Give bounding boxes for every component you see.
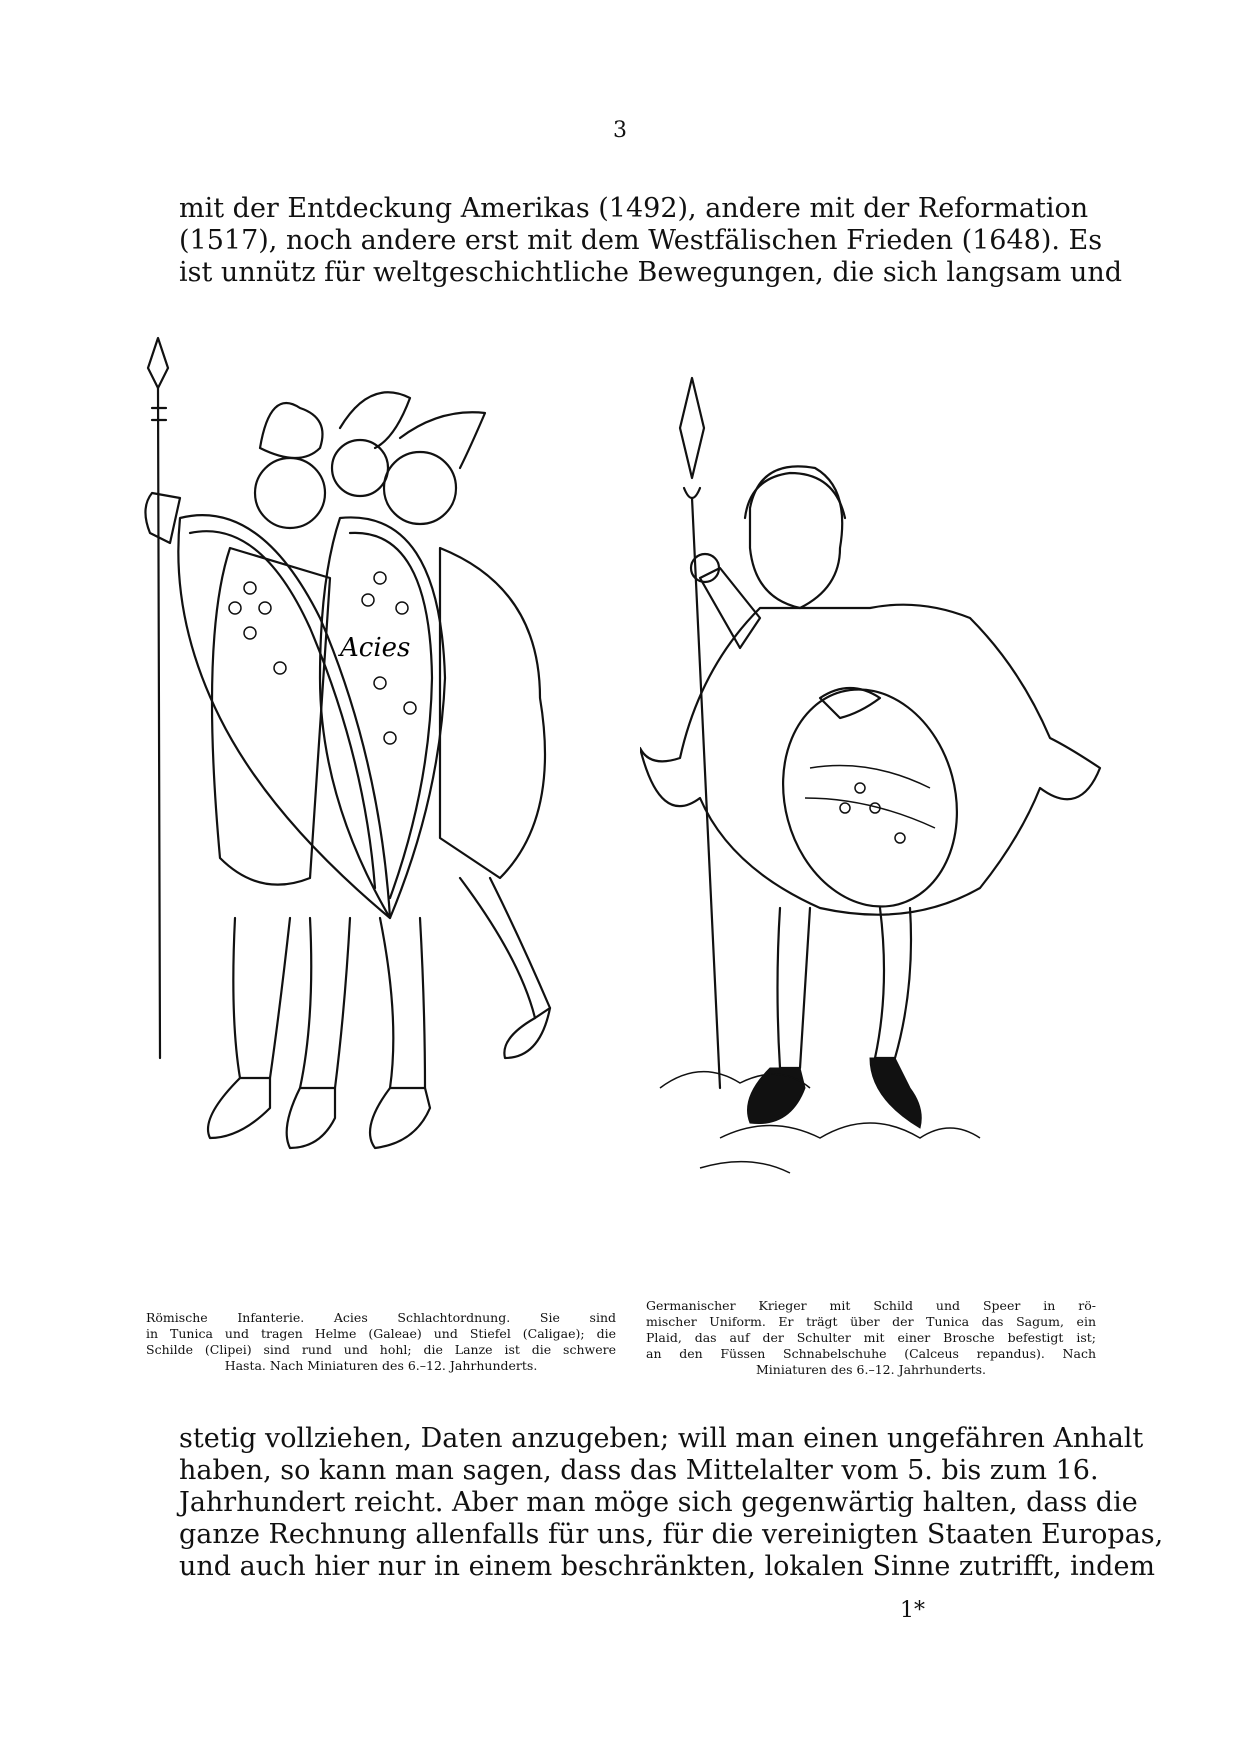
text-line: (1517), noch andere erst mit dem Westfälischen Frieden (1648). Es [179,225,1103,256]
caption-line: an den Füssen Schnabelschuhe (Calceus repandus). Nach [646,1346,1096,1361]
text-line: ganze Rechnung allenfalls für uns, für die vereinigten Staaten Europas, [179,1519,1164,1550]
left-figure-caption [146,1310,616,1374]
text-line: Jahrhundert reicht. Aber man möge sich gegenwärtig halten, dass die [179,1487,1138,1518]
text-line: und auch hier nur in einem beschränkten, lokalen Sinne zutrifft, indem [179,1551,1156,1582]
caption-line: Miniaturen des 6.–12. Jahrhunderts. [755,1362,986,1377]
text-line: mit der Entdeckung Amerikas (1492), andere mit der Reformation [179,193,1089,224]
germanic-warrior-illustration [640,368,1110,1298]
caption-line: mischer Uniform. Er trägt über der Tunica das Sagum, ein [646,1314,1096,1329]
text-line: stetig vollziehen, Daten anzugeben; will man einen ungefähren Anhalt [179,1423,1144,1454]
signature-mark: 1* [900,1598,925,1623]
page-number: 3 [613,118,628,143]
text-line: ist unnütz für weltgeschichtliche Bewegungen, die sich langsam und [179,257,1123,288]
text-line: haben, so kann man sagen, dass das Mittelalter vom 5. bis zum 16. [179,1455,1099,1486]
shield-inscription: Acies [340,633,411,663]
caption-line: Germanischer Krieger mit Schild und Speer in rö- [646,1298,1096,1313]
right-figure-caption [646,1298,1096,1378]
caption-line: in Tunica und tragen Helme (Galeae) und Stiefel (Caligae); die [146,1326,616,1341]
caption-line: Schilde (Clipei) sind rund und hohl; die Lanze ist die schwere [146,1342,616,1357]
caption-line: Hasta. Nach Miniaturen des 6.–12. Jahrhunderts. [224,1358,538,1373]
top-paragraph [179,193,1123,289]
roman-infantry-illustration [140,318,630,1298]
caption-line: Plaid, das auf der Schulter mit einer Brosche befestigt ist; [646,1330,1096,1345]
caption-line: Römische Infanterie. Acies Schlachtordnung. Sie sind [146,1310,616,1325]
bottom-paragraph [179,1423,1164,1583]
